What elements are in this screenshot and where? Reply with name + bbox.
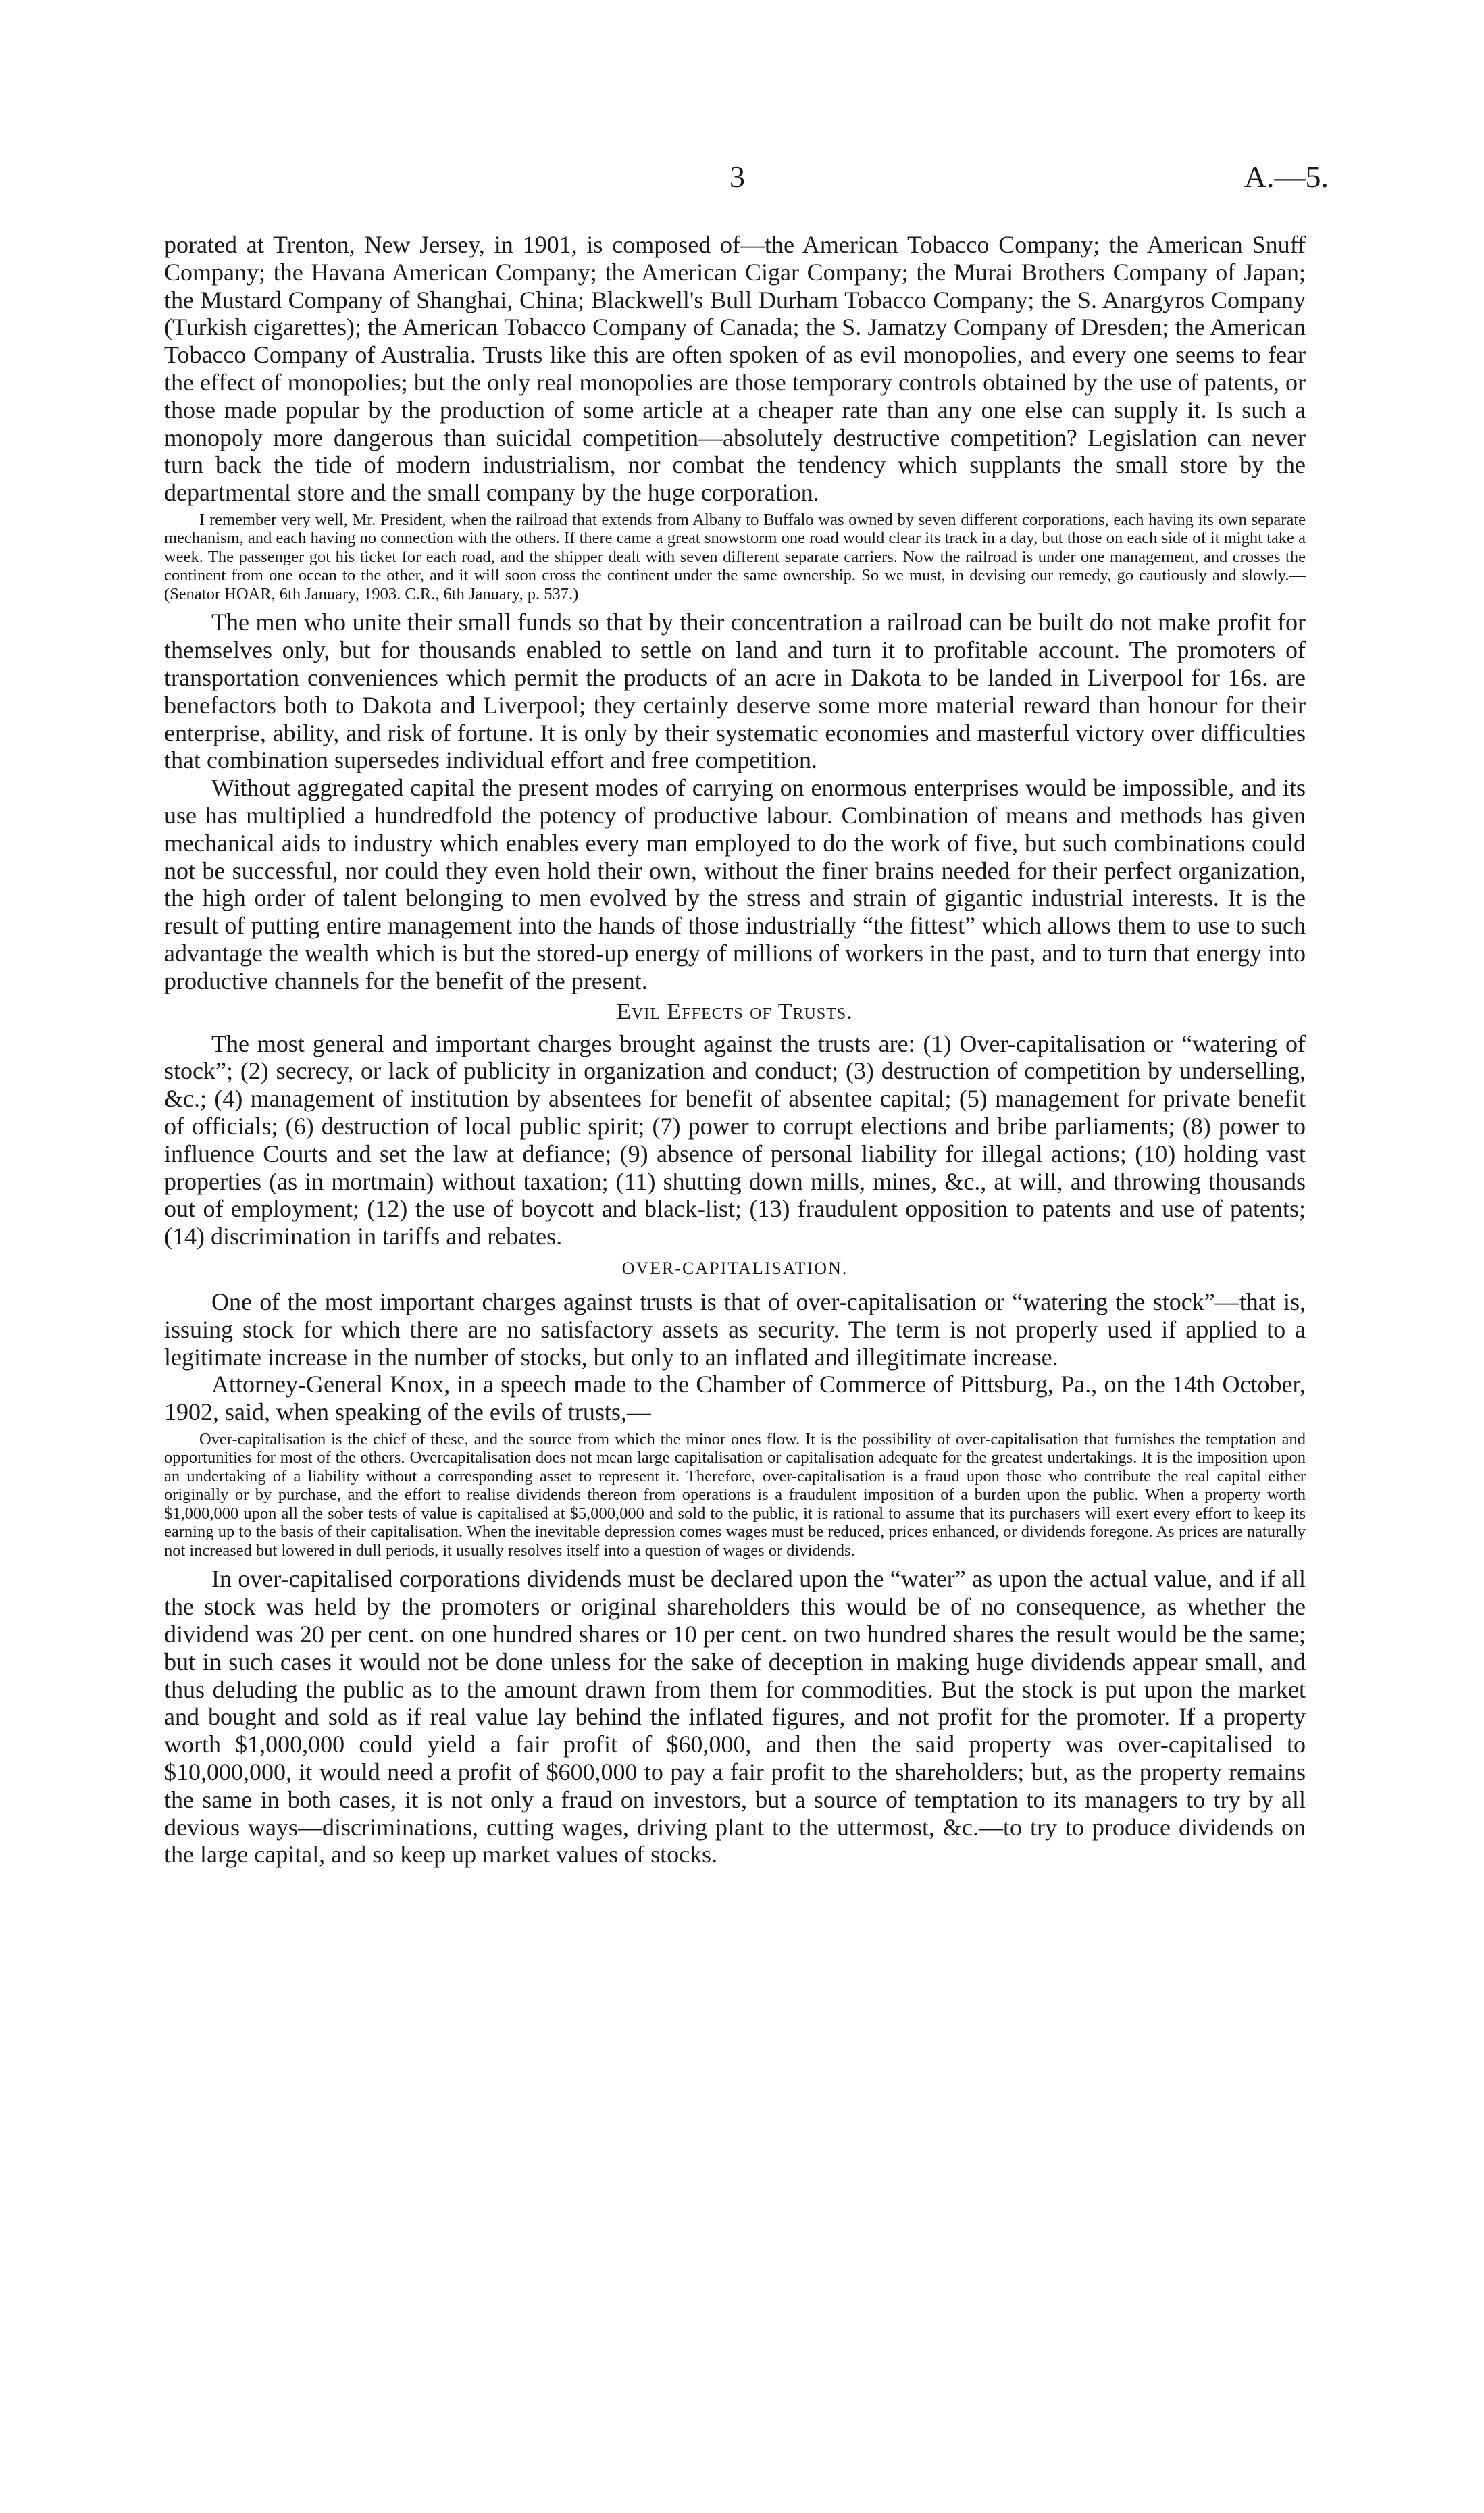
paragraph-aggregated-capital: Without aggregated capital the present modes of carrying on enormous enterprises would be impossible, and its use has multiplied a hundredfold the potency of productive labour. Combination of means and methods has given mechanical aids to industry which enables every man employed to do the work of five, but such combinations could not be successful, nor could they even hold their own, without the finer brains needed for their perfect organization, the high order of talent belonging to men evolved by the stress and strain of gigantic industrial interests. It is the result of putting entire management into the hands of those industrially “the fittest” which allows them to use to such advantage the wealth which is but the stored-up energy of millions of workers in the past, and to turn that energy into productive channels for the benefit of the present. xyxy=(164,774,1306,994)
paragraph-dividends: In over-capitalised corporations dividends must be declared upon the “water” as upon the actual value, and if all the stock was held by the promoters or original shareholders this would be of no consequence, as whether the dividend was 20 per cent. on one hundred shares or 10 per cent. on two hundred shares the result would be the same; but in such cases it would not be done unless for the sake of deception in making huge dividends appear small, and thus deluding the public as to the amount drawn from them for commodities. But the stock is put upon the market and bought and sold as if real value lay behind the inflated figures, and not profit for the promoter. If a property worth $1,000,000 could yield a fair profit of $60,000, and then the said property was over-capitalised to $10,000,000, it would need a profit of $600,000 to pay a fair profit to the shareholders; but, as the property remains the same in both cases, it is not only a fraud on investors, but a source of temptation to its managers to try by all devious ways—discriminations, cutting wages, driving plant to the uttermost, &c.—to try to produce dividends on the large capital, and so keep up market values of stocks. xyxy=(164,1565,1306,1869)
quotation-knox: Over-capitalisation is the chief of these, and the source from which the minor ones flow. It is the possibility of over-capitalisation that furnishes the temptation and opportunities for most of the others. Overcapitalisation does not mean large capitalisation or capitalisation adequate for the greatest undertakings. It is the imposition upon an undertaking of a liability without a corresponding asset to represent it. Therefore, over-capitalisation is a fraud upon those who contribute the real capital either originally or by purchase, and the effort to realise dividends thereon from operations is a fraudulent imposition of a burden upon the public. When a property worth $1,000,000 upon all the sober tests of value is capitalised at $5,000,000 and sold to the public, it is rational to assume that its purchasers will exert every effort to keep its earning up to the basis of their capitalisation. When the inevitable depression comes wages must be reduced, prices enhanced, or dividends foregone. As prices are naturally not increased but lowered in dull periods, it usually resolves itself into a question of wages or dividends. xyxy=(164,1429,1306,1560)
paragraph-watering-stock: One of the most important charges against trusts is that of over-capitalisation or “watering the stock”—that is, issuing stock for which there are no satisfactory assets as security. The term is not properly used if applied to a legitimate increase in the number of stocks, but only to an inflated and illegitimate increase. xyxy=(164,1288,1306,1371)
paragraph-charges-list: The most general and important charges brought against the trusts are: (1) Over-capitalisation or “watering of stock”; (2) secrecy, or lack of publicity in organization and conduct; (3) destruction of competition by underselling, &c.; (4) management of institution by absentees for benefit of absentee capital; (5) management for private benefit of officials; (6) destruction of local public spirit; (7) power to corrupt elections and bribe parliaments; (8) power to influence Courts and set the law at defiance; (9) absence of personal liability for illegal actions; (10) holding vast properties (as in mortmain) without taxation; (11) shutting down mills, mines, &c., at will, and throwing thousands out of employment; (12) the use of boycott and black-list; (13) fraudulent opposition to patents and use of patents; (14) discrimination in tariffs and rebates. xyxy=(164,1030,1306,1250)
paragraph-knox-speech: Attorney-General Knox, in a speech made to the Chamber of Commerce of Pittsburg, Pa., on the 14th October, 1902, said, when speaking of the evils of trusts,— xyxy=(164,1371,1306,1426)
document-reference: A.—5. xyxy=(1244,159,1329,194)
section-heading-evil-effects: Evil Effects of Trusts. xyxy=(617,998,853,1024)
section-heading-over-capitalisation: OVER-CAPITALISATION. xyxy=(621,1259,848,1278)
paragraph-trust-composition: porated at Trenton, New Jersey, in 1901, is composed of—the American Tobacco Company; the American Snuff Company; the Havana American Company; the American Cigar Company; the Murai Brothers Company of Japan; the Mustard Company of Shanghai, China; Blackwell's Bull Durham Tobacco Company; the S. Anargyros Company (Turkish cigarettes); the American Tobacco Company of Canada; the S. Jamatzy Company of Dresden; the American Tobacco Company of Australia. Trusts like this are often spoken of as evil monopolies, and every one seems to fear the effect of monopolies; but the only real monopolies are those temporary controls obtained by the use of patents, or those made popular by the production of some article at a cheaper rate than any one else can supply it. Is such a monopoly more dangerous than suicidal competition—absolutely destructive competition? Legislation can never turn back the tide of modern industrialism, nor combat the tendency which supplants the small store by the departmental store and the small company by the huge corporation. xyxy=(164,231,1306,507)
page-header xyxy=(0,159,1484,206)
quotation-senator-hoar: I remember very well, Mr. President, when the railroad that extends from Albany to Buffalo was owned by seven different corporations, each having its own separate mechanism, and each having no connection with the others. If there came a great snowstorm one road would clear its track in a day, but those on each side of it might take a week. The passenger got his ticket for each road, and the shipper dealt with seven different separate carriers. Now the railroad is under one management, and crosses the continent from one ocean to the other, and it will soon cross the continent under the same ownership. So we must, in devising our remedy, go cautiously and slowly.—(Senator HOAR, 6th January, 1903. C.R., 6th January, p. 537.) xyxy=(164,510,1306,603)
page-body xyxy=(164,231,1306,1869)
paragraph-railroad-funds: The men who unite their small funds so that by their concentration a railroad can be built do not make profit for themselves only, but for thousands enabled to settle on land and turn it to profitable account. The promoters of transportation conveniences which permit the products of an acre in Dakota to be landed in Liverpool for 16s. are benefactors both to Dakota and Liverpool; they certainly deserve some more material reward than honour for their enterprise, ability, and risk of fortune. It is only by their systematic economies and masterful victory over difficulties that combination supersedes individual effort and free competition. xyxy=(164,609,1306,774)
page-number: 3 xyxy=(730,159,745,194)
